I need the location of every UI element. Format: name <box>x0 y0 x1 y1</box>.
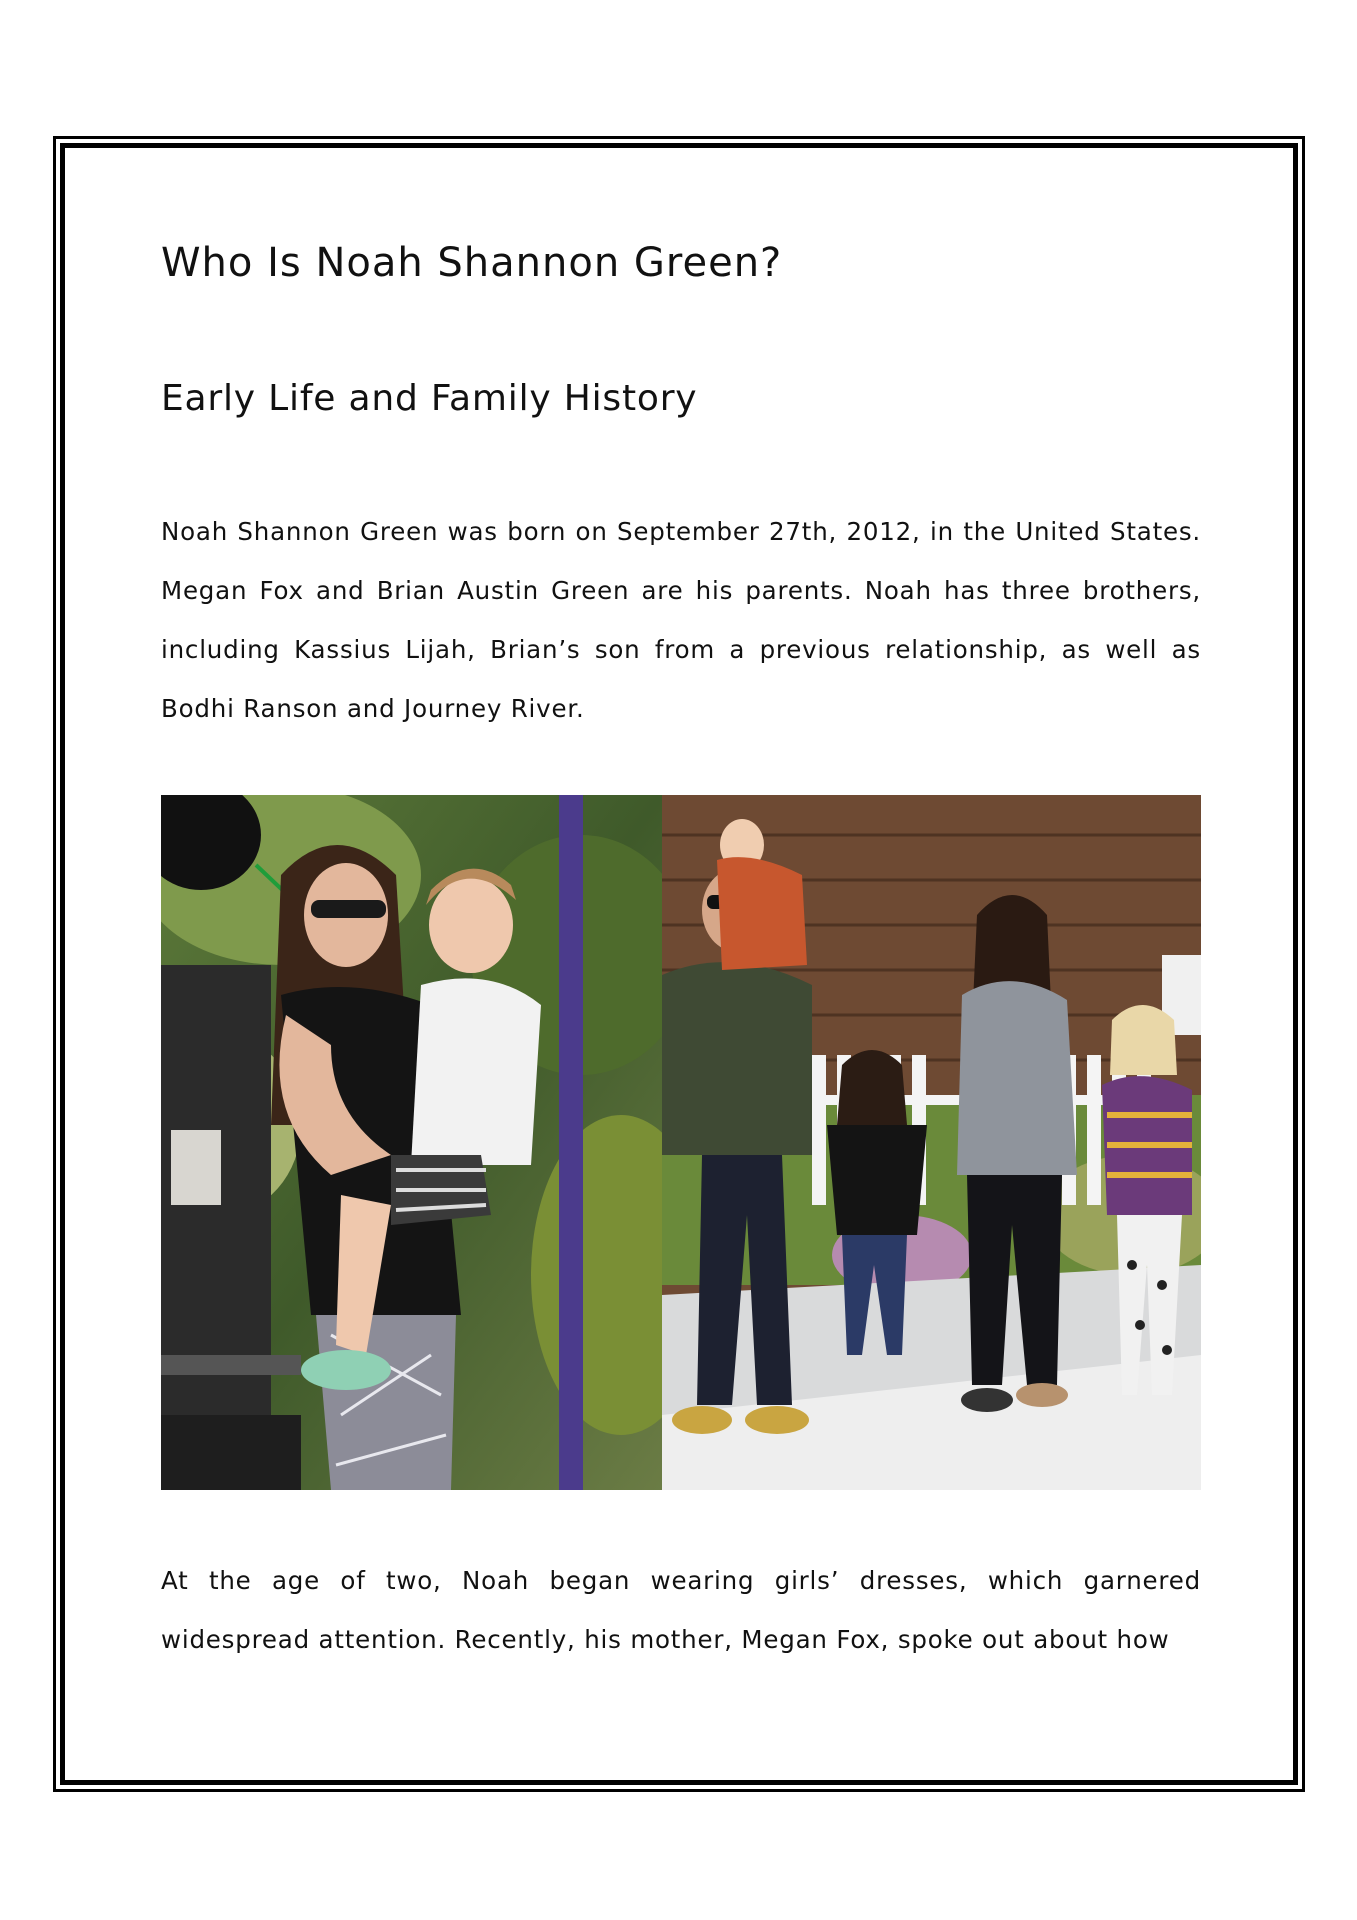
paragraph-early-life: Noah Shannon Green was born on September 27th, 2012, in the United States. Megan Fox and Brian Austin Green are his parents. Noah has three brothers, including Kassius Lijah, Brian’s son from a previous relationship, as well as Bodhi Ranson and Journey River. <box>161 517 1201 723</box>
section-heading: Early Life and Family History <box>161 378 698 419</box>
family-walking-photo <box>662 795 1201 1490</box>
paragraph-dresses: At the age of two, Noah began wearing girls’ dresses, which garnered widespread attention. Recently, his mother, Megan Fox, spoke out about how <box>161 1566 1201 1654</box>
article-title: Who Is Noah Shannon Green? <box>161 240 783 286</box>
mother-holding-child-photo <box>161 795 662 1490</box>
